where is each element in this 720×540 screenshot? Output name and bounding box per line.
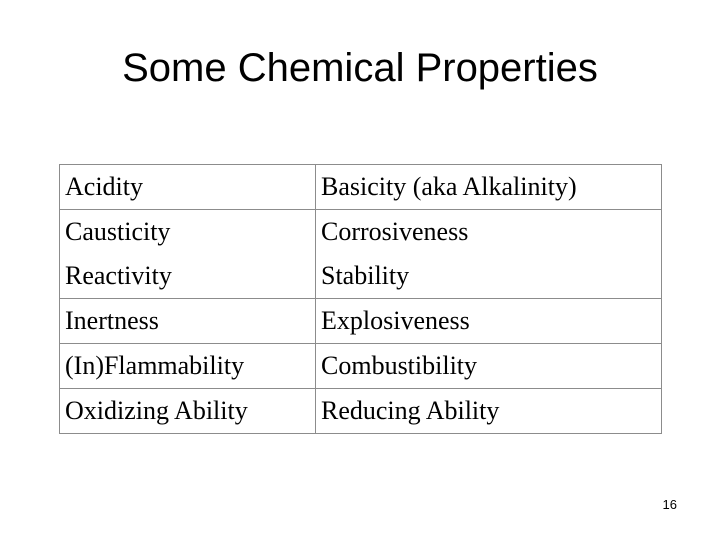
table-row — [60, 165, 662, 210]
table-cell-left: Causticity — [60, 210, 316, 255]
table-cell-right: Stability — [321, 261, 410, 290]
table-row — [60, 389, 662, 434]
table-cell-right: Combustibility — [316, 344, 662, 389]
table-row — [60, 254, 662, 299]
slide-title: Some Chemical Properties — [122, 46, 598, 90]
table-row — [60, 299, 662, 344]
table-cell-right: Explosiveness — [316, 299, 662, 344]
page-number: 16 — [662, 497, 677, 512]
table-cell-right: Corrosiveness — [316, 210, 662, 255]
table-row — [60, 344, 662, 389]
table-cell-left: Acidity — [60, 165, 316, 210]
table-row — [60, 210, 662, 255]
table-cell-right: Basicity (aka Alkalinity) — [321, 172, 577, 201]
chemical-properties-table — [59, 164, 662, 434]
table-cell-left: Inertness — [60, 299, 316, 344]
table-cell-left: Oxidizing Ability — [60, 389, 316, 434]
table-cell-left: Reactivity — [60, 254, 316, 299]
table-cell-left: (In)Flammability — [60, 344, 316, 389]
table-cell-right: Reducing Ability — [316, 389, 662, 434]
